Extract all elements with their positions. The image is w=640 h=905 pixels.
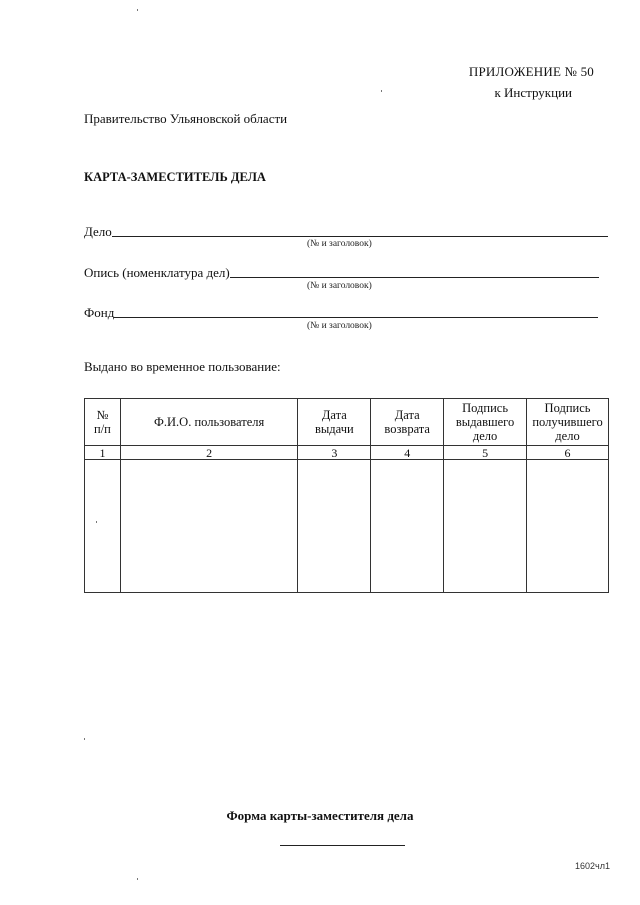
header-line: дело — [555, 429, 580, 443]
table-cell-issuer-signature[interactable] — [444, 460, 527, 593]
scan-speck — [84, 738, 85, 740]
table-cell-number[interactable] — [85, 460, 121, 593]
scan-speck — [137, 878, 138, 880]
header-line: получившего — [532, 415, 603, 429]
appendix-subtitle: к Инструкции — [494, 85, 572, 100]
table-row — [85, 460, 609, 593]
scan-speck — [137, 9, 138, 11]
issued-label: Выдано во временное пользование: — [84, 359, 281, 374]
case-field-label: Дело — [84, 224, 112, 239]
column-header-user-name — [120, 399, 298, 446]
header-line: дело — [472, 429, 498, 443]
case-field-hint: (№ и заголовок) — [307, 239, 372, 249]
table-cell-issue-date[interactable] — [298, 460, 371, 593]
fund-field-label: Фонд — [84, 305, 115, 320]
inventory-field-hint: (№ и заголовок) — [307, 281, 372, 291]
header-line: Дата — [321, 408, 347, 422]
column-number: 3 — [298, 446, 371, 460]
table-cell-receiver-signature[interactable] — [527, 460, 609, 593]
inventory-field-label: Опись (номенклатура дел) — [84, 265, 230, 280]
column-number: 2 — [120, 446, 298, 460]
fund-field-line[interactable] — [114, 316, 598, 318]
column-number: 4 — [371, 446, 444, 460]
header-line: п/п — [94, 422, 111, 436]
column-header-return-date — [371, 399, 444, 446]
inventory-field-line[interactable] — [230, 276, 599, 278]
header-line: № — [96, 408, 109, 422]
header-line: Дата — [394, 408, 420, 422]
column-header-number — [85, 399, 121, 446]
column-number: 5 — [444, 446, 527, 460]
document-code: 1602чл1 — [575, 861, 610, 871]
caption-underline — [280, 845, 405, 846]
column-number-row — [85, 446, 609, 460]
table-header-row — [85, 399, 609, 446]
table-cell-user-name[interactable] — [120, 460, 298, 593]
case-field-row — [84, 224, 608, 240]
header-line: выдавшего — [455, 415, 515, 429]
scan-speck — [381, 90, 382, 92]
case-field-line[interactable] — [112, 235, 608, 237]
appendix-title: ПРИЛОЖЕНИЕ № 50 — [468, 64, 594, 79]
fund-field-hint: (№ и заголовок) — [307, 321, 372, 331]
inventory-field-row — [84, 265, 599, 281]
issue-register-table — [84, 398, 609, 593]
column-header-receiver-signature — [527, 399, 609, 446]
header-line: Подпись — [462, 401, 509, 415]
table-cell-return-date[interactable] — [371, 460, 444, 593]
column-number: 6 — [527, 446, 609, 460]
column-header-issuer-signature — [444, 399, 527, 446]
scan-speck — [96, 521, 97, 523]
document-title: КАРТА-ЗАМЕСТИТЕЛЬ ДЕЛА — [84, 170, 266, 184]
form-caption: Форма карты-заместителя дела — [226, 808, 414, 823]
header-line: Ф.И.О. пользователя — [154, 415, 265, 429]
column-header-issue-date — [298, 399, 371, 446]
header-line: возврата — [384, 422, 430, 436]
column-number: 1 — [85, 446, 121, 460]
fund-field-row — [84, 305, 598, 321]
header-line: Подпись — [544, 401, 591, 415]
organization-name: Правительство Ульяновской области — [84, 111, 288, 126]
header-line: выдачи — [314, 422, 354, 436]
